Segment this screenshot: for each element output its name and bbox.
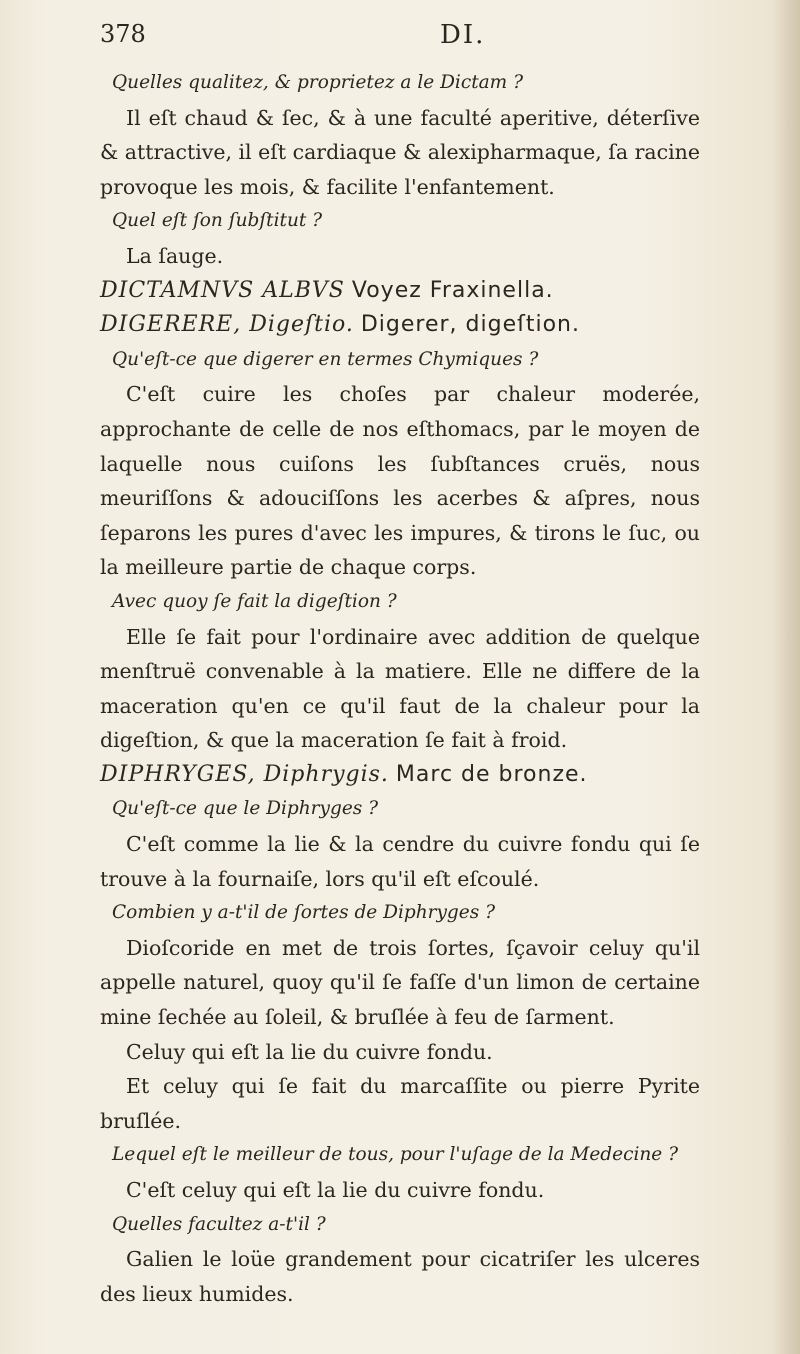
answer-paragraph: Dioſcoride en met de trois ſortes, ſçavoir celuy qu'il appelle naturel, quoy qu'il ſe faſſe d'un limon de certaine mine ſechée au ſoleil, & bruſlée à feu de ſarment.	[100, 935, 700, 1030]
answer-paragraph: La ſauge.	[126, 243, 224, 268]
entry-french: Marc de bronze.	[395, 761, 588, 787]
answer-paragraph: C'eſt cuire les choſes par chaleur moderée, approchante de celle de nos eſthomacs, par le moyen de laquelle nous cuiſons les ſubſtances cruës, nous meuriſſons & adouciſſons les acerbes & aſpres, nous ſeparons les pures d'avec les impures, & tirons le ſuc, ou la meilleure partie de chaque corps.	[100, 382, 700, 580]
question-line: Quel eſt ſon ſubſtitut ?	[112, 210, 323, 232]
entry-heading	[100, 308, 700, 343]
entry-french: Voyez Fraxinella.	[351, 277, 554, 303]
question-line: Qu'eſt-ce que le Diphryges ?	[112, 798, 379, 820]
answer-paragraph: Galien le loüe grandement pour cicatriſer les ulceres des lieux humides.	[100, 1247, 700, 1306]
question-line: Quelles qualitez, & proprietez a le Dictam ?	[112, 72, 524, 93]
entry-latin: DIGERERE, Digeſtio.	[100, 312, 354, 338]
answer-paragraph: Celuy qui eſt la lie du cuivre fondu.	[126, 1039, 493, 1064]
answer-paragraph: Et celuy qui ſe fait du marcaſſite ou pierre Pyrite bruſlée.	[100, 1074, 700, 1133]
entry-heading	[100, 274, 700, 309]
question-line: Lequel eſt le meilleur de tous, pour l'uſage de la Medecine ?	[112, 1144, 679, 1166]
running-head: DI.	[440, 20, 486, 50]
answer-paragraph: C'eſt comme la lie & la cendre du cuivre fondu qui ſe trouve à la fournaiſe, lors qu'il eſt eſcoulé.	[100, 832, 700, 891]
entry-latin: DICTAMNVS ALBVS	[100, 277, 345, 303]
question-line: Combien y a-t'il de ſortes de Diphryges ?	[112, 902, 495, 924]
page-text	[100, 66, 700, 1311]
question-line: Avec quoy ſe fait la digeſtion ?	[112, 590, 397, 612]
page-header	[100, 10, 660, 58]
entry-french: Digerer, digeſtion.	[360, 312, 580, 338]
page-edge-shadow	[772, 0, 800, 1354]
page-number: 378	[100, 20, 146, 48]
answer-paragraph: Elle ſe fait pour l'ordinaire avec addition de quelque menſtruë convenable à la matiere. Elle ne differe de la maceration qu'en ce qu'il faut de la chaleur pour la digeſtion, & que la maceration ſe fait à froid.	[100, 624, 700, 753]
answer-paragraph: C'eſt celuy qui eſt la lie du cuivre fondu.	[126, 1178, 545, 1202]
answer-paragraph: Il eſt chaud & ſec, & à une faculté aperitive, déterſive & attractive, il eſt cardiaque & alexipharmaque, ſa racine provoque les mois, & facilite l'enfantement.	[100, 105, 700, 199]
entry-heading	[100, 758, 700, 793]
entry-latin: DIPHRYGES, Diphrygis.	[100, 761, 389, 787]
question-line: Qu'eſt-ce que digerer en termes Chymiques ?	[112, 348, 539, 370]
question-line: Quelles facultez a-t'il ?	[112, 1213, 326, 1235]
